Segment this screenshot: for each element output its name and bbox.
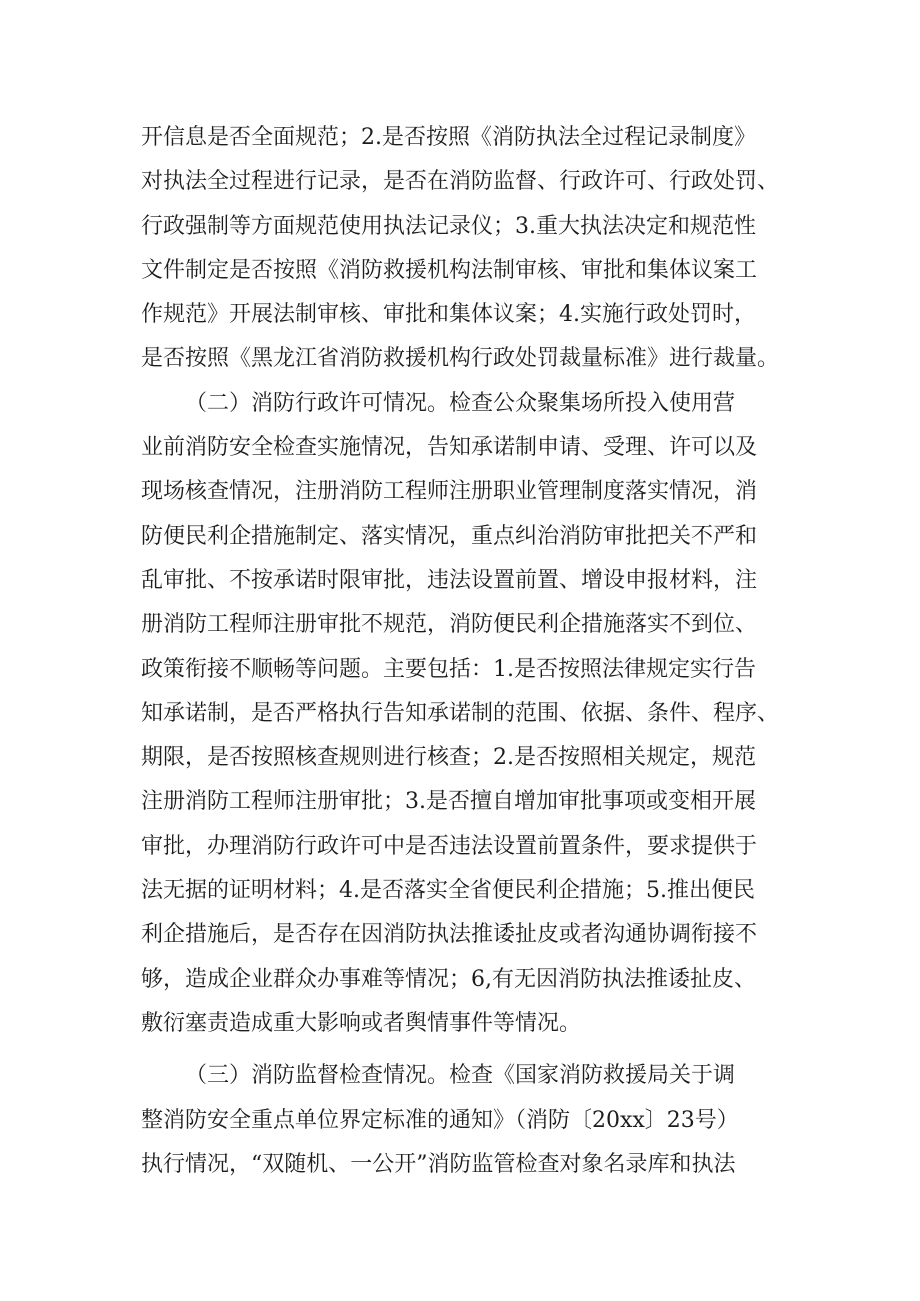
- text-line: 防便民利企措施制定、落实情况，重点纠治消防审批把关不严和: [141, 523, 758, 549]
- text-line: 册消防工程师注册审批不规范，消防便民利企措施落实不到位、: [141, 612, 758, 638]
- text-line: 整消防安全重点单位界定标准的通知》（消防〔20xx〕23号）: [141, 1107, 739, 1133]
- text-line: 是否按照《黑龙江省消防救援机构行政处罚裁量标准》进行裁量。: [141, 346, 780, 372]
- text-line: 注册消防工程师注册审批；3.是否擅自增加审批事项或变相开展: [141, 789, 756, 815]
- paragraph-gap: [141, 1046, 801, 1054]
- text-line: 现场核查情况，注册消防工程师注册职业管理制度落实情况，消: [141, 479, 758, 505]
- paragraph-heading-line: （三）消防监督检查情况。检查《国家消防救援局关于调: [185, 1063, 736, 1089]
- text-line: 敷衍塞责造成重大影响或者舆情事件等情况。: [141, 1010, 582, 1036]
- document-body: [141, 116, 801, 1187]
- text-line: 行政强制等方面规范使用执法记录仪；3.重大执法决定和规范性: [141, 213, 756, 239]
- text-line: 作规范》开展法制审核、审批和集体议案；4.实施行政处罚时，: [141, 302, 756, 328]
- text-line: 乱审批、不按承诺时限审批，违法设置前置、增设申报材料，注: [141, 567, 758, 593]
- text-line: 审批，办理消防行政许可中是否违法设置前置条件，要求提供于: [141, 833, 758, 859]
- text-line: 法无据的证明材料；4.是否落实全省便民利企措施；5.推出便民: [141, 878, 755, 904]
- text-line: 够，造成企业群众办事难等情况；6,有无因消防执法推诿扯皮、: [141, 966, 756, 992]
- text-line: 文件制定是否按照《消防救援机构法制审核、审批和集体议案工: [141, 257, 758, 283]
- text-line: 期限，是否按照核查规则进行核查；2.是否按照相关规定，规范: [141, 745, 756, 771]
- text-line: 执行情况，“双随机、一公开”消防监管检查对象名录库和执法: [141, 1151, 736, 1177]
- text-line: 开信息是否全面规范；2.是否按照《消防执法全过程记录制度》: [141, 125, 756, 150]
- text-line: 对执法全过程进行记录，是否在消防监督、行政许可、行政处罚、: [141, 169, 780, 195]
- text-line: 知承诺制，是否严格执行告知承诺制的范围、依据、条件、程序、: [141, 700, 780, 726]
- text-line: 业前消防安全检查实施情况，告知承诺制申请、受理、许可以及: [141, 435, 758, 461]
- text-line: 政策衔接不顺畅等问题。主要包括：1.是否按照法律规定实行告: [141, 656, 756, 682]
- paragraph-heading-line: （二）消防行政许可情况。检查公众聚集场所投入使用营: [185, 390, 736, 416]
- text-line: 利企措施后，是否存在因消防执法推诿扯皮或者沟通协调衔接不: [141, 922, 758, 948]
